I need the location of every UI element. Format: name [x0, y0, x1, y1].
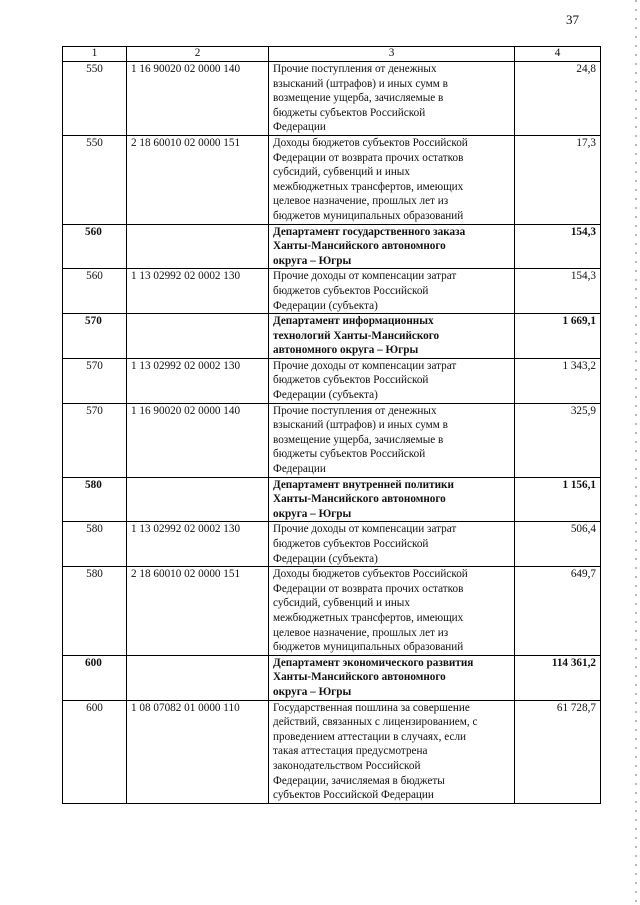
- name-line: субсидий, субвенций и иных: [273, 166, 410, 179]
- revenue-name-cell: [269, 135, 515, 224]
- revenue-name-cell: [269, 655, 515, 700]
- name-line: Ханты-Мансийского автономного: [273, 671, 446, 684]
- revenue-name-cell: [269, 522, 515, 567]
- amount-cell: 154,3: [515, 224, 601, 269]
- name-line: субсидий, субвенций и иных: [273, 597, 410, 610]
- name-line: возмещение ущерба, зачисляемые в: [273, 433, 444, 446]
- revenue-name-cell: [269, 224, 515, 269]
- name-line: Департамент государственного заказа: [273, 225, 466, 238]
- name-line: проведением аттестации в случаях, если: [273, 730, 467, 743]
- admin-code-cell: 580: [63, 567, 127, 656]
- name-line: такая аттестация предусмотрена: [273, 745, 428, 758]
- name-line: бюджетов субъектов Российской: [273, 538, 429, 550]
- table-row: [63, 403, 601, 477]
- kbk-code-cell: 1 13 02992 02 0002 130: [127, 522, 269, 567]
- kbk-code-cell: 1 16 90020 02 0000 140: [127, 62, 269, 136]
- admin-code-cell: 570: [63, 314, 127, 359]
- amount-cell: 1 156,1: [515, 477, 601, 522]
- name-line: Прочие доходы от компенсации затрат: [273, 270, 457, 283]
- table-header: [63, 47, 601, 62]
- kbk-code-cell: 2 18 60010 02 0000 151: [127, 567, 269, 656]
- name-line: технологий Ханты-Мансийского: [273, 329, 440, 342]
- column-header-3: 3: [269, 47, 515, 62]
- admin-code-cell: 580: [63, 522, 127, 567]
- name-line: Прочие доходы от компенсации затрат: [273, 523, 457, 536]
- revenue-table: [62, 46, 601, 804]
- name-line: округа – Югры: [273, 685, 352, 698]
- amount-cell: 1 343,2: [515, 358, 601, 403]
- table-row: [63, 62, 601, 136]
- kbk-code-cell: 2 18 60010 02 0000 151: [127, 135, 269, 224]
- name-line: Федерации от возврата прочих остатков: [273, 151, 464, 164]
- revenue-name-cell: [269, 358, 515, 403]
- department-row: [63, 477, 601, 522]
- table-row: [63, 700, 601, 803]
- revenue-name-cell: [269, 567, 515, 656]
- name-line: Департамент экономического развития: [273, 656, 474, 669]
- name-line: Прочие поступления от денежных: [273, 63, 437, 75]
- revenue-name-cell: [269, 269, 515, 314]
- admin-code-cell: 600: [63, 700, 127, 803]
- department-row: [63, 314, 601, 359]
- department-row: [63, 224, 601, 269]
- name-line: Федерации, зачисляемая в бюджеты: [273, 774, 445, 787]
- table-row: [63, 269, 601, 314]
- name-line: действий, связанных с лицензированием, с: [273, 716, 478, 729]
- name-line: Прочие поступления от денежных: [273, 404, 437, 417]
- name-line: межбюджетных трансфертов, имеющих: [273, 180, 464, 193]
- name-line: Департамент внутренней политики: [273, 478, 454, 491]
- scan-edge-marks: [635, 0, 637, 905]
- page-number: 37: [566, 12, 579, 27]
- column-header-4: 4: [515, 47, 601, 62]
- revenue-name-cell: [269, 477, 515, 522]
- revenue-name-cell: [269, 314, 515, 359]
- name-line: возмещение ущерба, зачисляемые в: [273, 92, 444, 105]
- kbk-code-cell: 1 13 02992 02 0002 130: [127, 358, 269, 403]
- name-line: целевое назначение, прошлых лет из: [273, 626, 449, 639]
- name-line: Федерации: [273, 463, 326, 476]
- name-line: бюджетов субъектов Российской: [273, 284, 429, 297]
- name-line: Доходы бюджетов субъектов Российской: [273, 568, 468, 581]
- name-line: Ханты-Мансийского автономного: [273, 493, 446, 506]
- admin-code-cell: 570: [63, 403, 127, 477]
- admin-code-cell: 550: [63, 62, 127, 136]
- amount-cell: 1 669,1: [515, 314, 601, 359]
- kbk-code-cell: [127, 655, 269, 700]
- admin-code-cell: 560: [63, 224, 127, 269]
- name-line: Федерации: [273, 121, 326, 134]
- amount-cell: 325,9: [515, 403, 601, 477]
- amount-cell: 506,4: [515, 522, 601, 567]
- department-row: [63, 655, 601, 700]
- name-line: округа – Югры: [273, 507, 352, 520]
- table-row: [63, 135, 601, 224]
- kbk-code-cell: 1 08 07082 01 0000 110: [127, 700, 269, 803]
- revenue-name-cell: [269, 62, 515, 136]
- table-body: [63, 62, 601, 804]
- amount-cell: 24,8: [515, 62, 601, 136]
- name-line: бюджеты субъектов Российской: [273, 448, 426, 461]
- name-line: Департамент информационных: [273, 315, 434, 328]
- kbk-code-cell: [127, 224, 269, 269]
- name-line: округа – Югры: [273, 254, 352, 267]
- name-line: взысканий (штрафов) и иных сумм в: [273, 77, 448, 90]
- kbk-code-cell: 1 16 90020 02 0000 140: [127, 403, 269, 477]
- name-line: Федерации (субъекта): [273, 389, 378, 402]
- column-header-1: 1: [63, 47, 127, 62]
- admin-code-cell: 550: [63, 135, 127, 224]
- table-row: [63, 358, 601, 403]
- name-line: Прочие доходы от компенсации затрат: [273, 359, 457, 372]
- kbk-code-cell: 1 13 02992 02 0002 130: [127, 269, 269, 314]
- name-line: бюджетов муниципальных образований: [273, 641, 464, 654]
- amount-cell: 17,3: [515, 135, 601, 224]
- amount-cell: 154,3: [515, 269, 601, 314]
- name-line: целевое назначение, прошлых лет из: [273, 195, 449, 208]
- name-line: автономного округа – Югры: [273, 344, 419, 357]
- name-line: Государственная пошлина за совершение: [273, 701, 470, 714]
- revenue-name-cell: [269, 700, 515, 803]
- name-line: субъектов Российской Федерации: [273, 789, 434, 802]
- name-line: бюджетов муниципальных образований: [273, 209, 464, 222]
- amount-cell: 61 728,7: [515, 700, 601, 803]
- amount-cell: 649,7: [515, 567, 601, 656]
- name-line: Ханты-Мансийского автономного: [273, 240, 446, 253]
- admin-code-cell: 600: [63, 655, 127, 700]
- table-row: [63, 522, 601, 567]
- column-header-2: 2: [127, 47, 269, 62]
- revenue-name-cell: [269, 403, 515, 477]
- name-line: Федерации (субъекта): [273, 299, 378, 312]
- name-line: бюджеты субъектов Российской: [273, 106, 426, 119]
- kbk-code-cell: [127, 477, 269, 522]
- name-line: Доходы бюджетов субъектов Российской: [273, 136, 468, 149]
- name-line: взысканий (штрафов) и иных сумм в: [273, 419, 448, 432]
- amount-cell: 114 361,2: [515, 655, 601, 700]
- name-line: Федерации от возврата прочих остатков: [273, 582, 464, 595]
- admin-code-cell: 570: [63, 358, 127, 403]
- kbk-code-cell: [127, 314, 269, 359]
- name-line: бюджетов субъектов Российской: [273, 374, 429, 387]
- admin-code-cell: 560: [63, 269, 127, 314]
- name-line: Федерации (субъекта): [273, 552, 378, 565]
- name-line: законодательством Российской: [273, 759, 421, 772]
- admin-code-cell: 580: [63, 477, 127, 522]
- table-row: [63, 567, 601, 656]
- name-line: межбюджетных трансфертов, имеющих: [273, 611, 464, 624]
